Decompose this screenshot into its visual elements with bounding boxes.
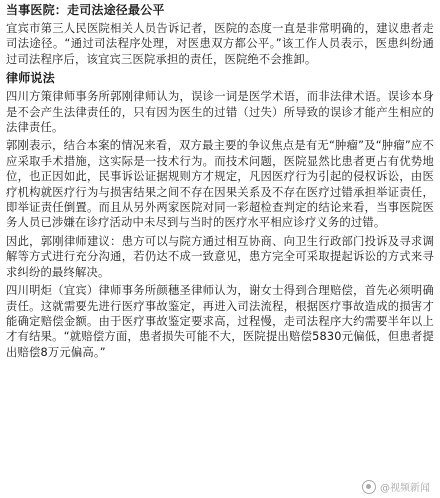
paragraph-lawyer-3: 因此，郭刚律师建议：患方可以与院方通过相互协商、向卫生行政部门投诉及寻求调解等方式进行充分沟通，若仍达不成一致意见，患方完全可采取提起诉讼的方式来寻求纠纷的最终解决。 <box>6 234 434 279</box>
section-heading-lawyer: 律师说法 <box>6 71 55 86</box>
section-heading-hospital: 当事医院：走司法途径最公平 <box>6 3 165 17</box>
paragraph-lawyer-1: 四川方策律师事务所郭刚律师认为，误诊一词是医学术语，而非法律术语。误诊本身是不会产生法律责任的，只有因为医生的过错（过失）所导致的误诊才能产生相应的法律责任。 <box>6 90 434 135</box>
paragraph-hospital-statement: 宜宾市第三人民医院相关人员告诉记者，医院的态度一直是非常明确的，建议患者走司法途径。“通过司法程序处理，对医患双方都公平。”该工作人员表示，医患纠纷通过司法程序后，该宜宾三医院承担的责任，医院绝不会推卸。 <box>6 22 434 66</box>
weibo-logo-icon <box>362 480 376 494</box>
watermark-text: @视频新闻 <box>380 483 430 494</box>
paragraph-lawyer-2: 郭刚表示，结合本案的情况来看，双方最主要的争议焦点是有无“肿瘤”及“肿瘤”应不应采取手术措施，这实际是一技术行为。而技术问题，医院显然比患者更占有优势地位，也正因如此，民事诉讼证据规则方才规定，凡因医疗行为引起的侵权诉讼，由医疗机构就医疗行为与损害结果之间不存在因果关系及不存在医疗过错承担举证责任，即举证责任倒置。而且从另外两家医院对同一彩超检查判定的结论来看，当事医院医务人员已涉嫌在诊疗活动中未尽到与当时的医疗水平相应诊疗义务的过错。 <box>6 139 434 230</box>
paragraph-lawyer-4: 四川明炬（宜宾）律师事务所颜穗圣律师认为，谢女士得到合理赔偿，首先必须明确责任。这就需要先进行医疗事故鉴定，再进入司法流程，根据医疗事故造成的损害才能确定赔偿金额。由于医疗事故鉴定要求高，过程慢，走司法程序大约需要半年以上才有结果。“就赔偿方面，患者损失可能不大，医院提出赔偿5830元偏低，但患者提出赔偿8万元偏高。” <box>6 284 434 359</box>
article-body <box>6 2 434 363</box>
watermark <box>362 479 430 494</box>
